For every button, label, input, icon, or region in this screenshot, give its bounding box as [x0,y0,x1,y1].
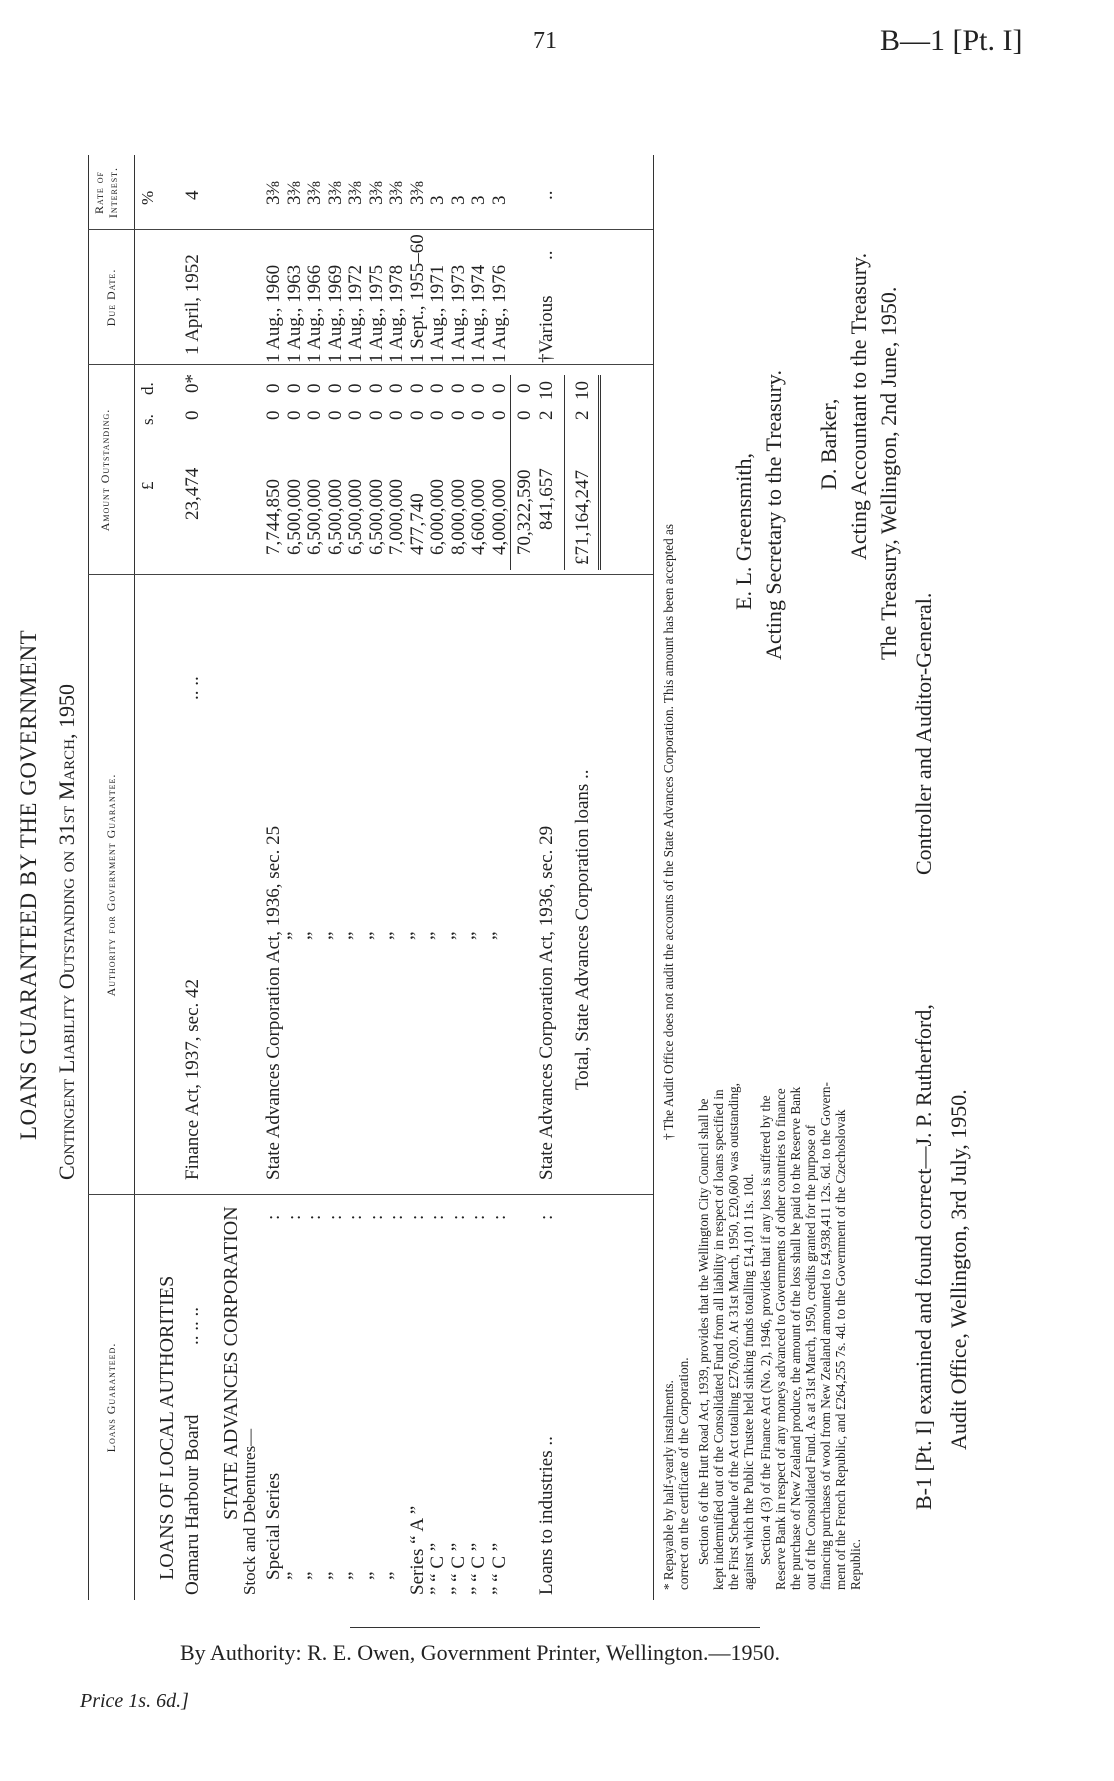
greensmith-title: Acting Secretary to the Treasury. [761,369,786,660]
sac-rate: 3⅜ [324,181,346,205]
footnote-line: out of the Consolidated Fund. As at 31st March, 1950, credits granted for the purpose of [803,1124,818,1590]
sac-authority: ” [365,931,387,940]
footnote-line: correct on the certificate of the Corporation. [676,1357,691,1590]
total-double-rule [598,375,601,570]
document-title: LOANS GUARANTEED BY THE GOVERNMENT [16,629,41,1140]
sac-loan: ” [386,1571,407,1580]
sac-authority: ” [427,931,448,940]
sac-rate: 3⅜ [365,181,387,205]
footnote-line: * Repayable by half-yearly instalments. [661,1380,676,1590]
industries-pounds: 841,657 [536,468,557,530]
sac-dots: : [427,1214,448,1220]
sac-rate: 3 [488,195,510,205]
printer-rule [350,1627,760,1628]
table-bottom-rule [653,155,654,1600]
sac-due-date: 1 Aug., 1966 [304,264,325,363]
sac-pounds: 6,500,000 [345,479,366,555]
sac-authority: ” [406,931,428,940]
sac-pence: 0 [324,383,346,393]
sac-loan: ” [283,1571,305,1580]
column-divider [88,229,653,230]
sac-authority: ” [345,931,366,940]
header-amount: Amount Outstanding. [98,408,112,532]
audit-office-line: Audit Office, Wellington, 3rd July, 1950. [946,1089,971,1450]
section-local-authorities: LOANS OF LOCAL AUTHORITIES [156,1275,178,1580]
document-subtitle: Contingent Liability Outstanding on 31st March, 1950 [54,684,79,1180]
industries-due-dots: .. [536,250,557,260]
industries-due: †Various [536,295,557,363]
sac-loan: ” [304,1571,325,1580]
local-loan: Oamaru Harbour Board [182,1414,203,1595]
industries-rate: .. [536,190,557,200]
sac-rate: 3⅜ [283,181,305,205]
sac-authority: ” [324,931,346,940]
sac-rate: 3 [447,195,469,205]
local-dots: .. .. .. [182,1307,203,1345]
sac-pence: 0 [406,383,428,393]
sac-shillings: 0 [406,410,428,420]
stock-label: Stock and Debentures— [240,1428,259,1595]
industries-filler: : [536,1214,557,1220]
sac-pounds: 6,000,000 [427,479,448,555]
sac-due-date: 1 Aug., 1975 [365,264,387,363]
footnote-line: against which the Public Trustee held sinking funds totalling £14,101 11s. 10d. [741,1173,756,1590]
sac-pence: 0 [304,383,325,393]
sac-rate: 3 [427,195,448,205]
sac-dots: : [263,1214,284,1220]
subtotal-rule [510,375,511,570]
unit-pounds: £ [138,481,157,490]
sac-authority: ” [386,931,407,940]
total-label: Total, State Advances Corporation loans .. [572,769,593,1090]
sac-loan: Special Series [263,1472,284,1580]
sac-dots: : [304,1214,325,1220]
sac-dots: : [468,1214,489,1220]
footnote-line: the purchase of New Zealand produce, the amount of the loss shall be paid to the Reserve Bank [788,1086,803,1590]
sac-rate: 3⅜ [406,181,428,205]
section-state-advances: STATE ADVANCES CORPORATION [220,1206,242,1520]
sac-pounds: 8,000,000 [447,479,469,555]
sac-dots: : [345,1214,366,1220]
column-divider [88,574,653,575]
sac-shillings: 0 [365,410,387,420]
total-pence: 10 [572,381,593,400]
sac-loan: ” [324,1571,346,1580]
barker-name: D. Barker, [816,398,841,490]
sac-pounds: 6,500,000 [324,479,346,555]
sac-due-date: 1 Aug., 1976 [488,264,510,363]
sac-authority: ” [468,931,489,940]
industries-shillings: 2 [536,410,557,420]
sac-pounds: 7,000,000 [386,479,407,555]
sac-pence: 0 [345,383,366,393]
sac-due-date: 1 Aug., 1972 [345,264,366,363]
controller-line: Controller and Auditor-General. [911,592,936,875]
header-rate: Rate of Interest. [92,166,120,219]
footnote-line: Republic. [848,1539,863,1590]
header-due: Due Date. [104,268,118,327]
total-pounds: £71,164,247 [572,470,593,565]
sac-loan: Series “ A ” [406,1505,428,1595]
sac-authority: State Advances Corporation Act, 1936, sec. 25 [263,825,284,1180]
sac-dots: : [386,1214,407,1220]
column-divider [88,364,653,365]
sac-shillings: 0 [345,410,366,420]
footnote-line: ment of the French Republic, and £264,255 7s. 4d. to the Government of the Czechoslovak [833,1109,848,1590]
sac-dots: : [283,1214,305,1220]
sac-authority: ” [304,931,325,940]
local-shillings: 0 [182,410,203,420]
industries-pence: 10 [536,381,557,400]
sac-due-date: 1 Aug., 1960 [263,264,284,363]
sac-loan: ” [365,1571,387,1580]
table-top-rule [88,155,89,1600]
local-pence: 0* [182,374,203,393]
unit-percent: % [138,190,157,205]
sac-pounds: 7,744,850 [263,479,284,555]
sac-pence: 0 [365,383,387,393]
sac-rate: 3 [468,195,489,205]
sac-pence: 0 [468,383,489,393]
sac-pounds: 4,000,000 [488,479,510,555]
barker-title: Acting Accountant to the Treasury. [846,252,871,560]
sac-shillings: 0 [324,410,346,420]
sac-shillings: 0 [468,410,489,420]
sac-due-date: 1 Aug., 1978 [386,264,407,363]
header-rule [134,155,135,1600]
sac-shillings: 0 [283,410,305,420]
sac-rate: 3⅜ [263,181,284,205]
sac-due-date: 1 Aug., 1973 [447,264,469,363]
sac-due-date: 1 Sept., 1955–60 [406,234,428,363]
footnote-line: kept indemnified out of the Consolidated Fund from all liability in respect of loans specified in [711,1089,726,1590]
unit-pence: d. [138,382,157,395]
greensmith-name: E. L. Greensmith, [731,452,756,610]
sac-due-date: 1 Aug., 1963 [283,264,305,363]
footnote-line: Section 6 of the Hutt Road Act, 1939, provides that the Wellington City Council shall be [696,1098,711,1565]
footnote-line: Section 4 (3) of the Finance Act (No. 2), 1946, provides that if any loss is suffered by the [758,1095,773,1565]
local-authority: Finance Act, 1937, sec. 42 [182,978,203,1180]
sac-dots: : [324,1214,346,1220]
total-shillings: 2 [572,410,593,420]
header-authority: Authority for Government Guarantee. [104,773,118,997]
sac-shillings: 0 [427,410,448,420]
unit-shillings: s. [138,414,157,425]
treasury-date-line: The Treasury, Wellington, 2nd June, 1950. [876,286,901,660]
sac-pounds: 6,500,000 [304,479,325,555]
sac-dots: : [488,1214,510,1220]
header-loans: Loans Guaranteed. [104,1342,118,1453]
local-pounds: 23,474 [182,467,203,520]
rotated-content [16,120,1026,1620]
industries-loan: Loans to industries .. [536,1436,557,1595]
sac-authority: ” [447,931,469,940]
subtotal-pounds: 70,322,590 [514,469,535,555]
sac-loan: ” “ C ” [468,1542,489,1595]
sac-shillings: 0 [447,410,469,420]
sac-pounds: 6,500,000 [283,479,305,555]
sac-authority: ” [488,931,510,940]
subtotal-pence: 0 [514,383,535,393]
sac-due-date: 1 Aug., 1974 [468,264,489,363]
footnote-line: financing purchases of wool from New Zealand amounted to £4,938,411 12s. 6d. to the Govern- [818,1082,833,1590]
footnote-line: † The Audit Office does not audit the accounts of the State Advances Corporation. This amount has been accepted as [661,524,676,1140]
industries-authority: State Advances Corporation Act, 1936, sec. 29 [536,825,557,1180]
column-divider [88,1194,653,1195]
page-code: B—1 [Pt. I] [880,24,1023,57]
local-authority-dots: .. .. [182,676,203,700]
sac-shillings: 0 [263,410,284,420]
sac-due-date: 1 Aug., 1971 [427,264,448,363]
sac-pence: 0 [386,383,407,393]
sac-pounds: 6,500,000 [365,479,387,555]
footnote-line: the First Schedule of the Act totalling £276,020. At 31st March, 1950, £20,600 was outstanding, [726,1083,741,1590]
sac-pence: 0 [427,383,448,393]
price: Price 1s. 6d.] [80,1690,189,1712]
footnote-line: Reserve Bank in respect of any moneys advanced to Governments of other countries to finance [773,1088,788,1590]
printer-imprint: By Authority: R. E. Owen, Government Printer, Wellington.—1950. [180,1640,781,1665]
sac-dots: : [406,1214,428,1220]
sac-loan: ” “ C ” [427,1542,448,1595]
loans-table [88,155,728,1600]
sac-pounds: 4,600,000 [468,479,489,555]
sac-pence: 0 [447,383,469,393]
sac-rate: 3⅜ [386,181,407,205]
local-due-date: 1 April, 1952 [182,254,203,355]
sac-rate: 3⅜ [304,181,325,205]
sac-authority: ” [283,931,305,940]
subtotal-shillings: 0 [514,410,535,420]
sac-shillings: 0 [488,410,510,420]
sac-rate: 3⅜ [345,181,366,205]
sac-due-date: 1 Aug., 1969 [324,264,346,363]
total-rule [564,375,565,570]
sac-dots: : [447,1214,469,1220]
sac-loan: ” [345,1571,366,1580]
sac-dots: : [365,1214,387,1220]
sac-pence: 0 [488,383,510,393]
sac-pence: 0 [263,383,284,393]
sac-shillings: 0 [304,410,325,420]
examined-line: B-1 [Pt. I] examined and found correct—J. P. Rutherford, [911,1004,936,1510]
page-number: 71 [533,28,557,54]
sac-loan: ” “ C ” [488,1542,510,1595]
local-rate: 4 [182,190,203,200]
sac-loan: ” “ C ” [447,1542,469,1595]
sac-pence: 0 [283,383,305,393]
sac-shillings: 0 [386,410,407,420]
sac-pounds: 477,740 [406,493,428,555]
